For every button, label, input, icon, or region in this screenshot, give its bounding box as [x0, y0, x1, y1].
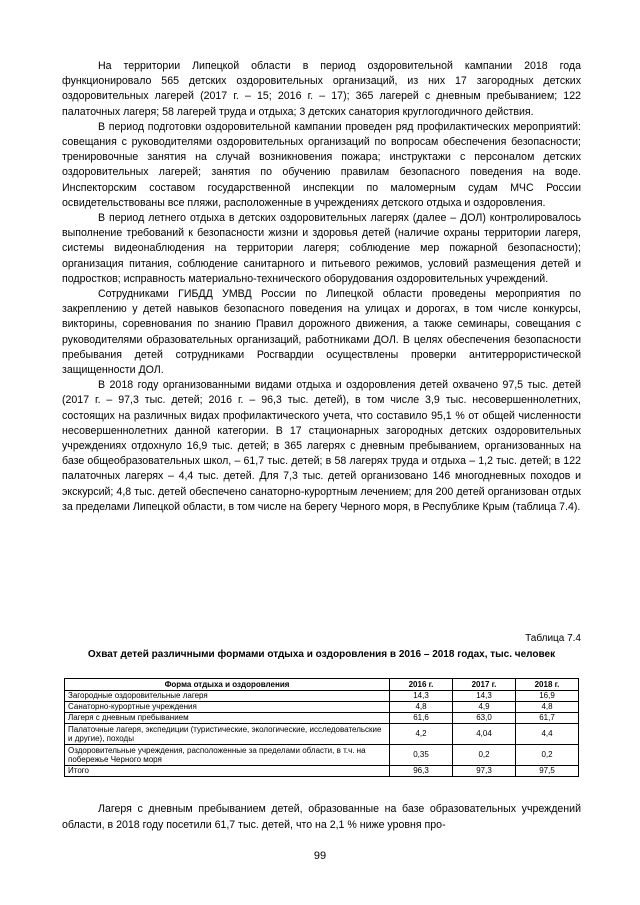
row-label: Оздоровительные учреждения, расположенные за пределами области, в т.ч. на побережье Черного моря [65, 745, 390, 766]
table-row [65, 724, 579, 745]
cell-2017: 0,2 [453, 745, 516, 766]
continuation-text [62, 801, 581, 833]
cell-2018: 0,2 [516, 745, 579, 766]
header-2016: 2016 г. [390, 679, 453, 691]
header-form: Форма отдыха и оздоровления [65, 679, 390, 691]
row-label: Санаторно-курортные учреждения [65, 702, 390, 713]
table-row [65, 702, 579, 713]
cell-2017: 63,0 [453, 713, 516, 724]
cell-2018: 61,7 [516, 713, 579, 724]
cell-2017: 4,9 [453, 702, 516, 713]
cell-2018: 16,9 [516, 691, 579, 702]
cell-2018: 4,4 [516, 724, 579, 745]
cell-2016: 4,8 [390, 702, 453, 713]
row-label: Загородные оздоровительные лагеря [65, 691, 390, 702]
table-row [65, 745, 579, 766]
cell-2017: 4,04 [453, 724, 516, 745]
table-row [65, 691, 579, 702]
cell-2017: 97,3 [453, 766, 516, 777]
row-label: Итого [65, 766, 390, 777]
paragraph: Лагеря с дневным пребыванием детей, образованные на базе образовательных учреждений области, в 2018 году посетили 61,7 тыс. детей, что на 2,1 % ниже уровня про- [62, 803, 581, 831]
cell-2018: 4,8 [516, 702, 579, 713]
coverage-table [64, 678, 579, 777]
table-total-row [65, 766, 579, 777]
cell-2016: 4,2 [390, 724, 453, 745]
paragraph: В период летнего отдыха в детских оздоровительных лагерях (далее – ДОЛ) контролировалось выполнение требований к безопасности жизни и здоровья детей (наличие охраны территории лагеря, системы видеонаблюдения на территории лагеря; соблюдение мер пожарной безопасности); организация питания, соблюдение санитарного и питьевого режимов, условий размещения детей и подростков; исправность материально-технического оборудования оздоровительных учреждений. [62, 212, 581, 285]
cell-2016: 61,6 [390, 713, 453, 724]
header-2018: 2018 г. [516, 679, 579, 691]
paragraph: На территории Липецкой области в период оздоровительной кампании 2018 года функционировало 565 детских оздоровительных организаций, из них 17 загородных детских оздоровительных лагерей (2017 г. – 15; 2016 г. – 17); 365 лагерей с дневным пребыванием; 122 палаточных лагеря; 58 лагерей труда и отдыха; 3 детских санатория круглогодичного действия. [62, 60, 581, 118]
row-label: Палаточные лагеря, экспедиции (туристические, экологические, исследовательские и другие), походы [65, 724, 390, 745]
cell-2018: 97,5 [516, 766, 579, 777]
header-2017: 2017 г. [453, 679, 516, 691]
cell-2016: 14,3 [390, 691, 453, 702]
row-label: Лагеря с дневным пребыванием [65, 713, 390, 724]
table-header-row [65, 679, 579, 691]
cell-2016: 0,35 [390, 745, 453, 766]
paragraph: Сотрудниками ГИБДД УМВД России по Липецкой области проведены мероприятия по закреплению у детей навыков безопасного поведения на улицах и дорогах, в том числе конкурсы, викторины, соревнования по знанию Правил дорожного движения, а также семинары, совещания с руководителями образовательных организаций, работниками ДОЛ. В целях обеспечения безопасности пребывания детей сотрудниками Росгвардии осуществлены проверки антитеррористической защищенности ДОЛ. [62, 288, 581, 377]
table-row [65, 713, 579, 724]
paragraph: В период подготовки оздоровительной кампании проведен ряд профилактических мероприятий: совещания с руководителями оздоровительных организаций по вопросам обеспечения безопасности; тренировочные занятия на случай возникновения пожара; инструктажи с персоналом детских оздоровительных лагерей; занятия по обучению правилам безопасного поведения на воде. Инспекторским составом государственной инспекции по маломерным судам МЧС России освидетельствованы все пляжи, расположенные в учреждениях детского отдыха и оздоровления. [62, 120, 581, 209]
page-number: 99 [313, 850, 327, 862]
cell-2016: 96,3 [390, 766, 453, 777]
table-caption: Таблица 7.4 [525, 633, 581, 644]
paragraph: В 2018 году организованными видами отдыха и оздоровления детей охвачено 97,5 тыс. детей (2017 г. – 97,3 тыс. детей; 2016 г. – 96,3 тыс. детей), в том числе 3,9 тыс. несовершеннолетних, состоящих на различных видах профилактического учета, что составило 95,1 % от общей численности несовершеннолетних данной категории. В 17 стационарных загородных детских оздоровительных учреждениях отдохнуло 16,9 тыс. детей; в 365 лагерях с дневным пребыванием, организованных на базе общеобразовательных школ, – 61,7 тыс. детей; в 58 лагерях труда и отдыха – 1,2 тыс. детей; в 122 палаточных лагерях – 4,4 тыс. детей. Для 7,3 тыс. детей организовано 146 многодневных походов и экскурсий; 4,8 тыс. детей обеспечено санаторно-курортным лечением; для 200 детей организован отдых за пределами Липецкой области, в том числе на берегу Черного моря, в Республике Крым (таблица 7.4). [62, 379, 581, 513]
table-title: Охват детей различными формами отдыха и оздоровления в 2016 – 2018 годах, тыс. человек [87, 649, 556, 660]
body-text [62, 59, 581, 515]
cell-2017: 14,3 [453, 691, 516, 702]
